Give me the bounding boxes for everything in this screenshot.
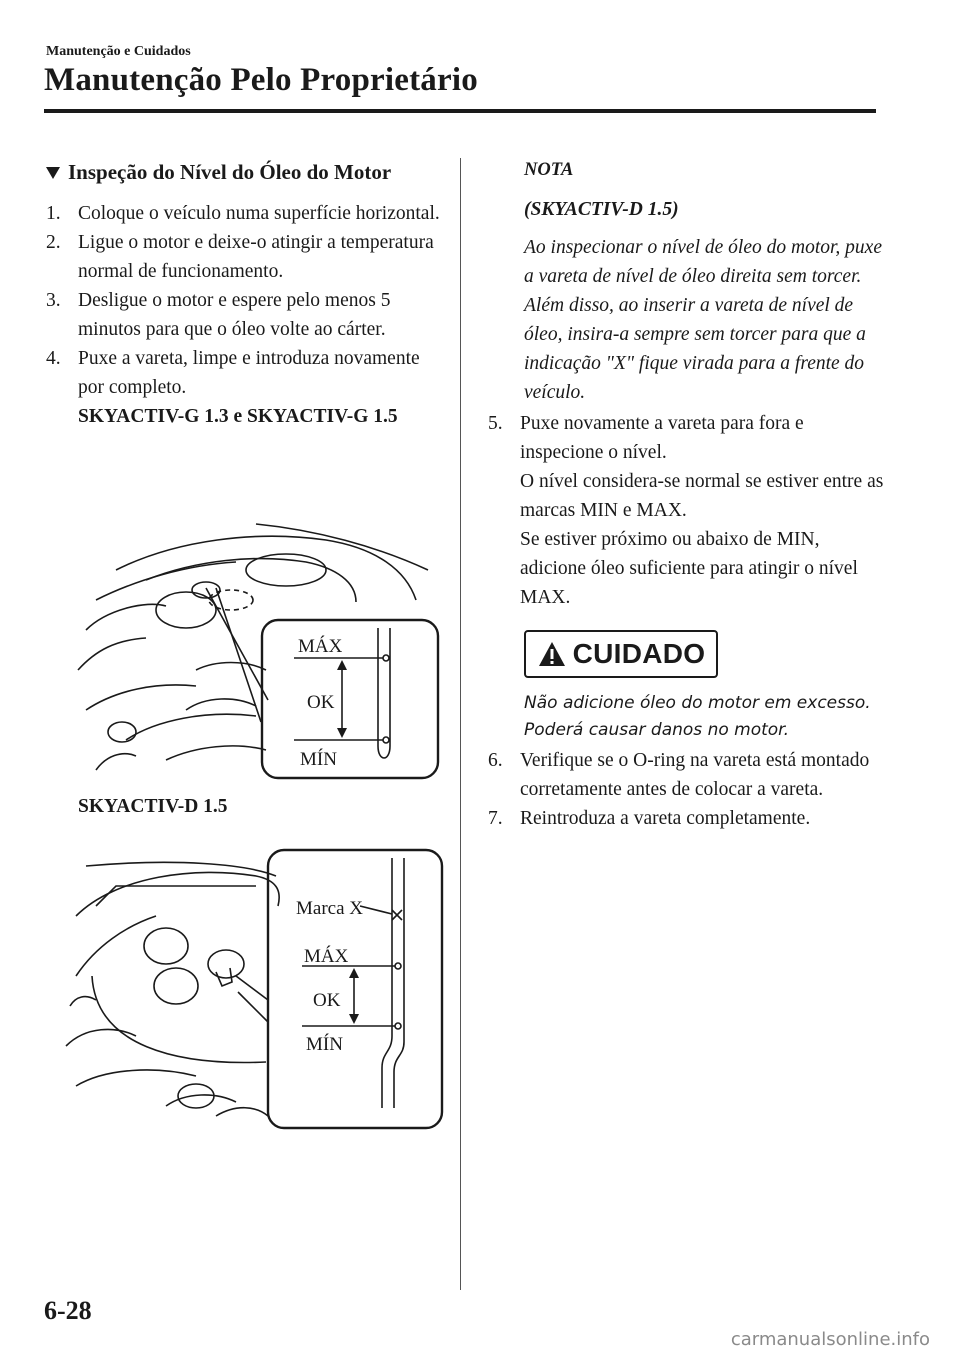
caution-text: Não adicione óleo do motor em excesso. Poderá causar danos no motor. <box>524 693 871 740</box>
header-rule <box>44 109 876 113</box>
section-heading <box>46 160 446 185</box>
step-4: 4. Puxe a vareta, limpe e introduza novamente por completo. <box>46 348 420 398</box>
fig1-min-label: MÍN <box>300 749 337 770</box>
warning-triangle-icon <box>537 640 567 668</box>
fig2-min-label: MÍN <box>306 1034 343 1055</box>
step-3: 3. Desligue o motor e espere pelo menos 5 minutos para que o óleo volte ao cárter. <box>46 290 391 340</box>
chapter-header: Manutenção e Cuidados <box>46 44 191 59</box>
fig2-max-label: MÁX <box>304 946 349 967</box>
column-divider <box>460 158 461 1290</box>
step-6: 6. Verifique se o O-ring na vareta está montado corretamente antes de colocar a vareta. <box>488 750 870 800</box>
watermark: carmanualsonline.info <box>730 1329 930 1350</box>
left-column <box>46 160 446 431</box>
step-7: 7. Reintroduza a vareta completamente. <box>488 808 811 829</box>
step-2: 2. Ligue o motor e deixe-o atingir a temperatura normal de funcionamento. <box>46 232 434 282</box>
fig2-ok-label: OK <box>313 990 341 1011</box>
right-column <box>488 160 888 833</box>
fig2-mark-x-label: Marca X <box>296 898 363 919</box>
figure-skyactiv-d-dipstick <box>56 846 446 1132</box>
fig1-ok-label: OK <box>307 692 335 713</box>
step-1: 1. Coloque o veículo numa superfície horizontal. <box>46 203 440 224</box>
page-title: Manutenção Pelo Proprietário <box>44 62 478 98</box>
figure-skyactiv-g-dipstick <box>56 510 446 785</box>
section-title: Inspeção do Nível do Óleo do Motor <box>68 160 392 184</box>
variant-g-label: SKYACTIV-G 1.3 e SKYACTIV-G 1.5 <box>78 406 398 427</box>
fig1-max-label: MÁX <box>298 636 343 657</box>
nota-heading: NOTA <box>524 160 574 180</box>
nota-subheading: (SKYACTIV-D 1.5) <box>524 199 679 220</box>
caution-label: CUIDADO <box>572 638 706 669</box>
page-number: 6-28 <box>44 1296 92 1325</box>
triangle-bullet-icon <box>46 167 60 179</box>
step-5: 5. Puxe novamente a vareta para fora e inspecione o nível. O nível considera-se normal se estiver entre as marcas MIN e MAX. Se estiver próximo ou abaixo de MIN, adicione óleo suficiente para atingir o nível MAX. <box>488 413 884 608</box>
nota-body: Ao inspecionar o nível de óleo do motor, puxe a vareta de nível de óleo direita sem torcer. Além disso, ao inserir a vareta de nível de óleo, insira-a sempre sem torcer para que a indicação "X" fique virada para a frente do veículo. <box>524 237 882 403</box>
caution-badge <box>524 630 718 678</box>
variant-g-row <box>46 402 446 431</box>
variant-d-label: SKYACTIV-D 1.5 <box>78 796 228 817</box>
